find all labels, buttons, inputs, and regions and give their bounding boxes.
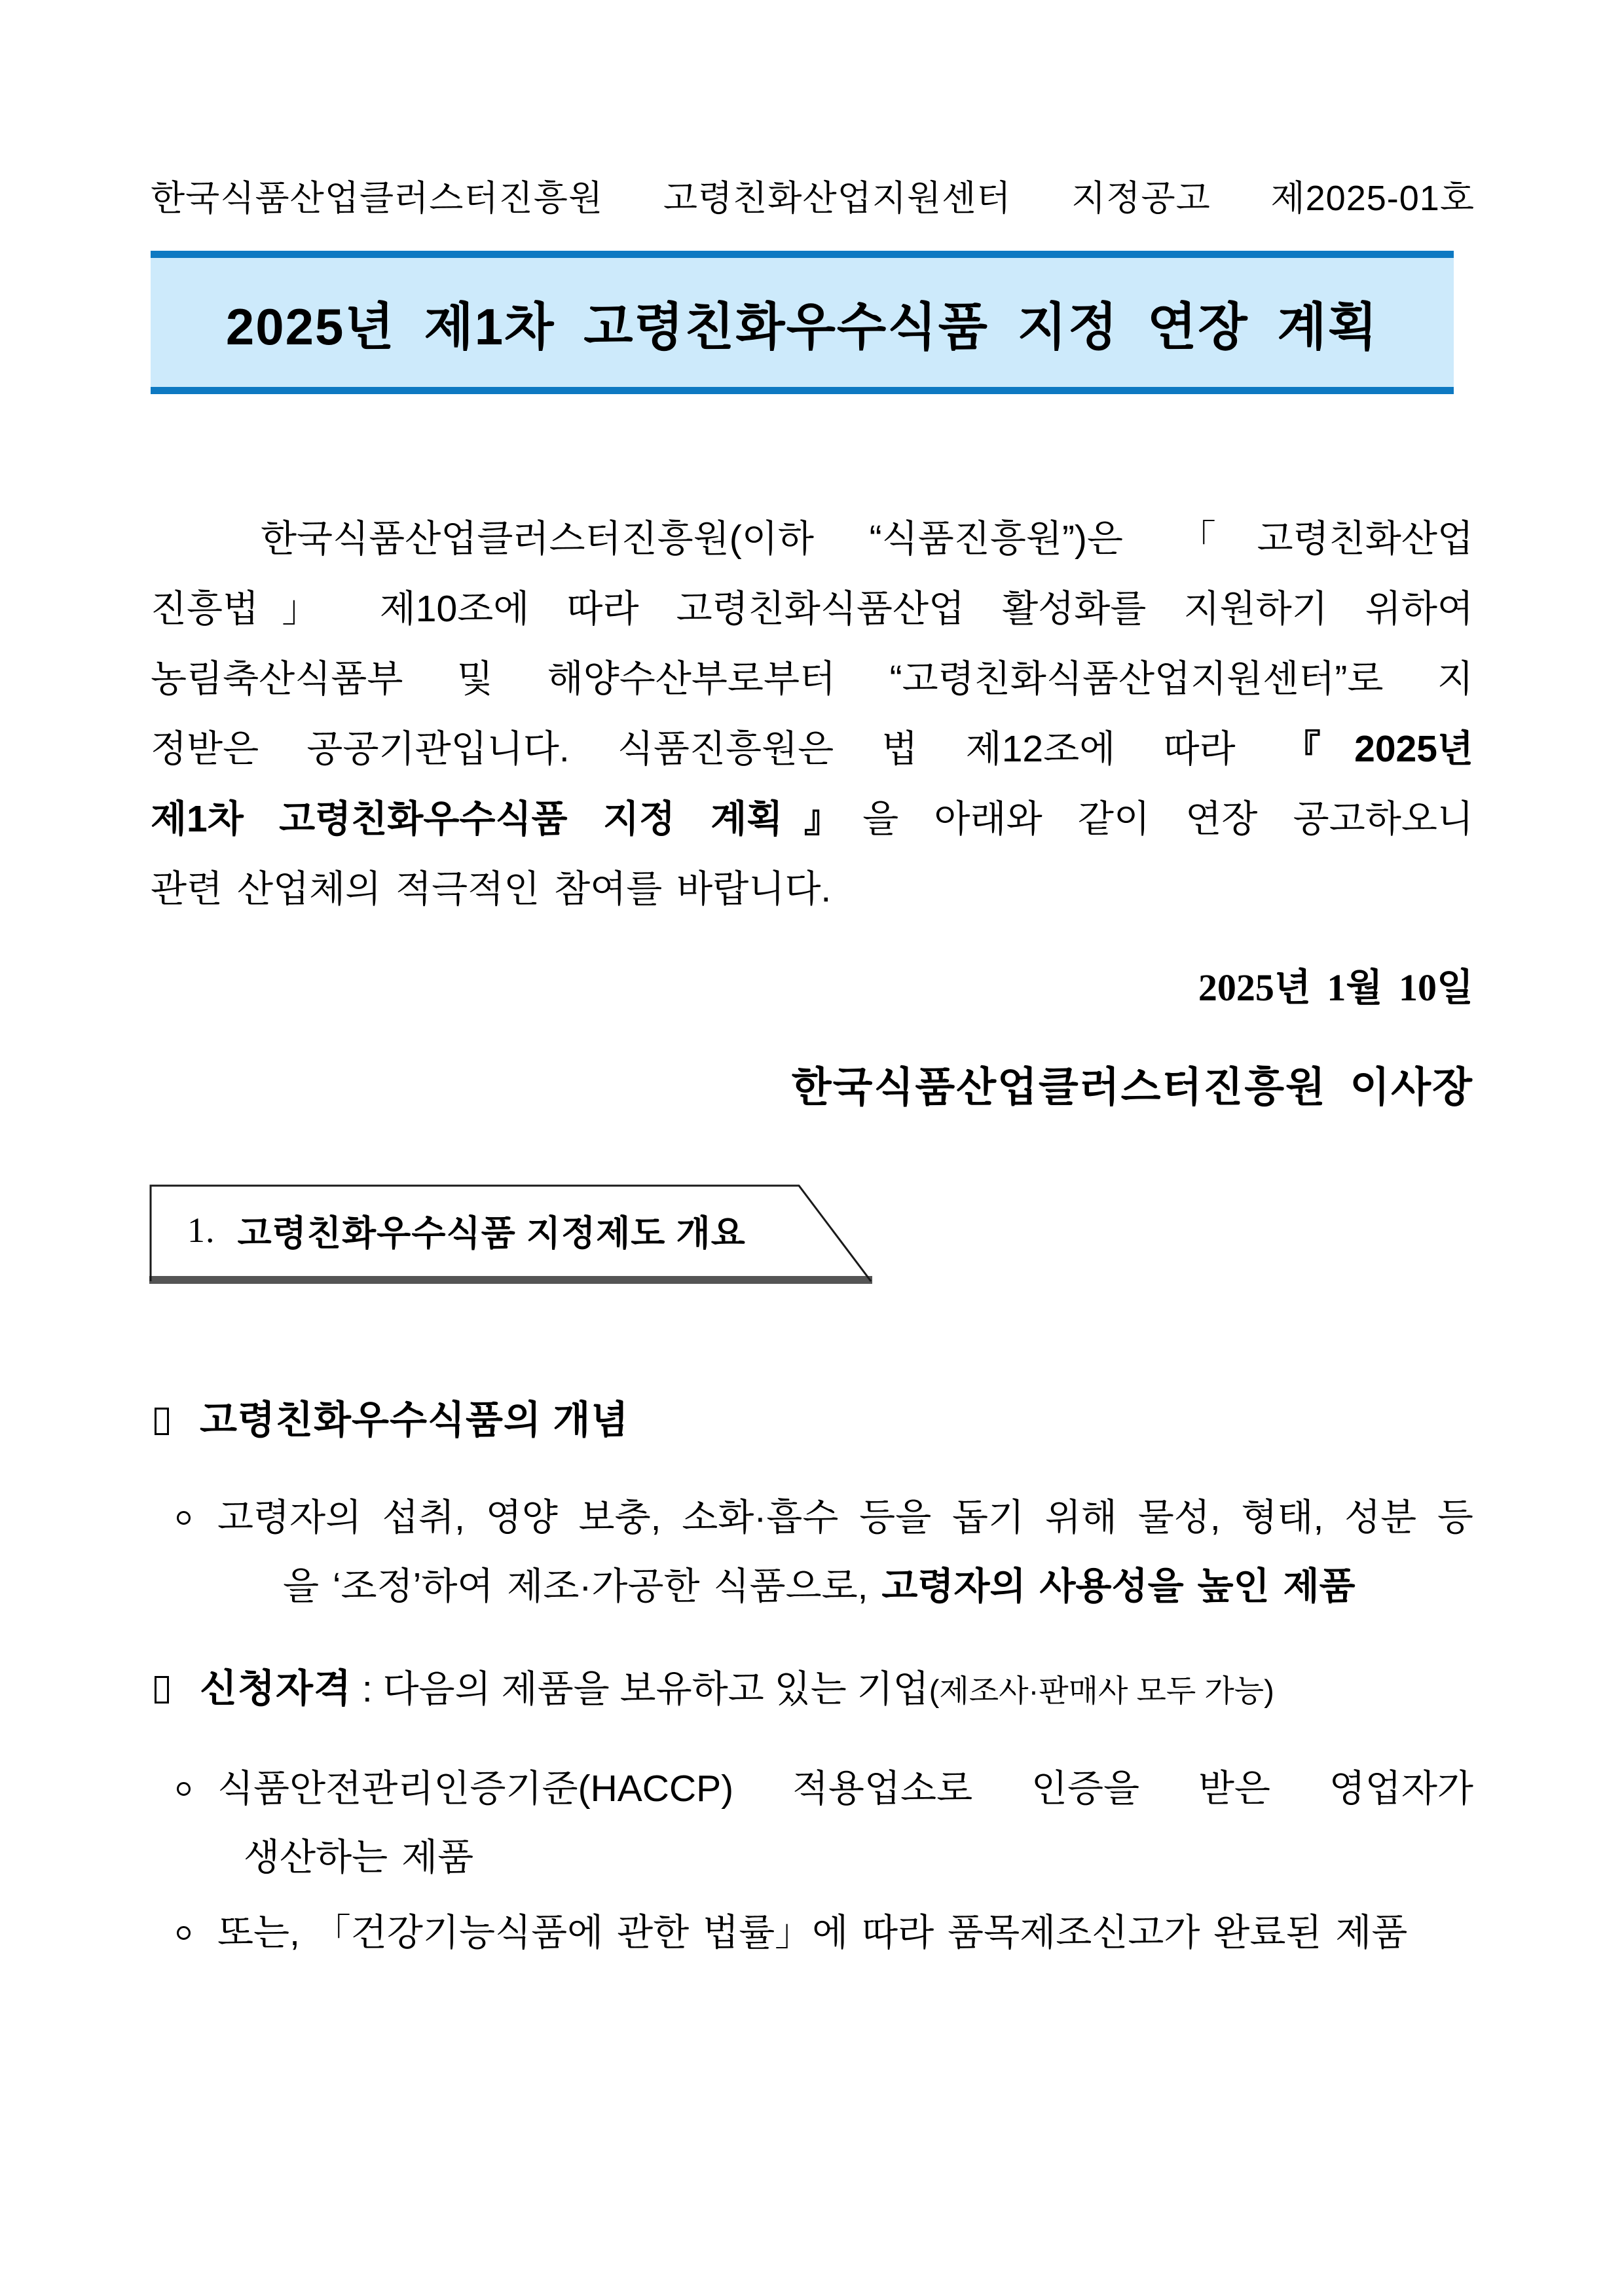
intro-line xyxy=(151,854,1473,924)
concept-heading: 고령친화우수식품의 개념 xyxy=(200,1398,629,1442)
page-title: 2025년 제1차 고령친화우수식품 지정 연장 계획 xyxy=(225,297,1379,355)
circle-bullet-icon xyxy=(177,1511,191,1525)
intro-line-text: 진흥법」 제10조에 따라 고령친화식품산업 활성화를 지원하기 위하여 xyxy=(151,588,1473,630)
concept-item-line xyxy=(217,1552,1473,1621)
intro-line xyxy=(151,784,1473,854)
circle-bullet-icon xyxy=(177,1926,191,1940)
intro-line xyxy=(151,574,1473,644)
square-bullet-icon xyxy=(155,1408,169,1435)
eligibility-text: 다음의 제품을 보유하고 있는 기업 xyxy=(382,1668,929,1710)
health-functional-item xyxy=(217,1899,1473,1967)
intro-line-text: 한국식품산업클러스터진흥원(이하 “식품진흥원”)은 「고령친화산업 xyxy=(261,518,1473,560)
eligibility-separator: : xyxy=(351,1668,383,1710)
eligibility-label: 신청자격 xyxy=(200,1667,352,1710)
concept-item-bold-text: 고령자의 사용성을 높인 제품 xyxy=(881,1565,1356,1607)
intro-line xyxy=(151,644,1473,714)
section-1-label xyxy=(187,1184,746,1276)
haccp-item-text: 생산하는 제품 xyxy=(244,1836,474,1878)
title-banner xyxy=(151,251,1454,394)
intro-line xyxy=(151,714,1473,784)
circle-bullet-icon xyxy=(177,1782,191,1796)
concept-item-text: 을 ‘조정’하여 제조·가공한 식품으로, xyxy=(283,1565,882,1607)
concept-item xyxy=(217,1484,1473,1621)
signatory-line: 한국식품산업클러스터진흥원 이사장 xyxy=(791,1065,1473,1110)
health-functional-item-line xyxy=(217,1899,1473,1967)
intro-paragraph xyxy=(151,504,1473,924)
date-line: 2025년 1월 10일 xyxy=(1198,966,1473,1009)
intro-line-text: 정받은 공공기관입니다. 식품진흥원은 법 제12조에 따라 xyxy=(151,728,1283,770)
page-header-note: 한국식품산업클러스터진흥원 고령친화산업지원센터 지정공고 제2025-01호 xyxy=(151,179,1475,218)
concept-item-line xyxy=(217,1484,1473,1552)
haccp-item xyxy=(217,1755,1473,1892)
haccp-item-line xyxy=(217,1823,1473,1892)
intro-line-text: 관련 산업체의 적극적인 참여를 바랍니다. xyxy=(151,868,832,910)
intro-line-text: 을 아래와 같이 연장 공고하오니 xyxy=(862,798,1473,840)
section-1-header xyxy=(149,1184,877,1286)
intro-line xyxy=(151,504,1473,574)
intro-line-text: 농림축산식품부 및 해양수산부로부터 “고령친화식품산업지원센터”로 지 xyxy=(151,658,1473,700)
eligibility-heading-row xyxy=(200,1654,1473,1726)
intro-line-bold-text: 『2025년 xyxy=(1283,728,1473,770)
concept-heading-row xyxy=(200,1385,1473,1456)
haccp-item-text: 식품안전관리인증기준(HACCP) 적용업소로 인증을 받은 영업자가 xyxy=(217,1768,1473,1810)
intro-line-bold-text: 제1차 고령친화우수식품 지정 계획』 xyxy=(151,798,863,840)
concept-item-text: 고령자의 섭취, 영양 보충, 소화·흡수 등을 돕기 위해 물성, 형태, 성분 등 xyxy=(217,1497,1473,1539)
section-number: 1. xyxy=(187,1211,215,1250)
section-title: 고령친화우수식품 지정제도 개요 xyxy=(237,1213,746,1253)
square-bullet-icon xyxy=(155,1676,169,1704)
haccp-item-line xyxy=(217,1755,1473,1823)
health-functional-item-text: 또는, 「건강기능식품에 관한 법률」에 따라 품목제조신고가 완료된 제품 xyxy=(217,1912,1408,1954)
eligibility-note: (제조사·판매사 모두 가능) xyxy=(929,1673,1274,1708)
